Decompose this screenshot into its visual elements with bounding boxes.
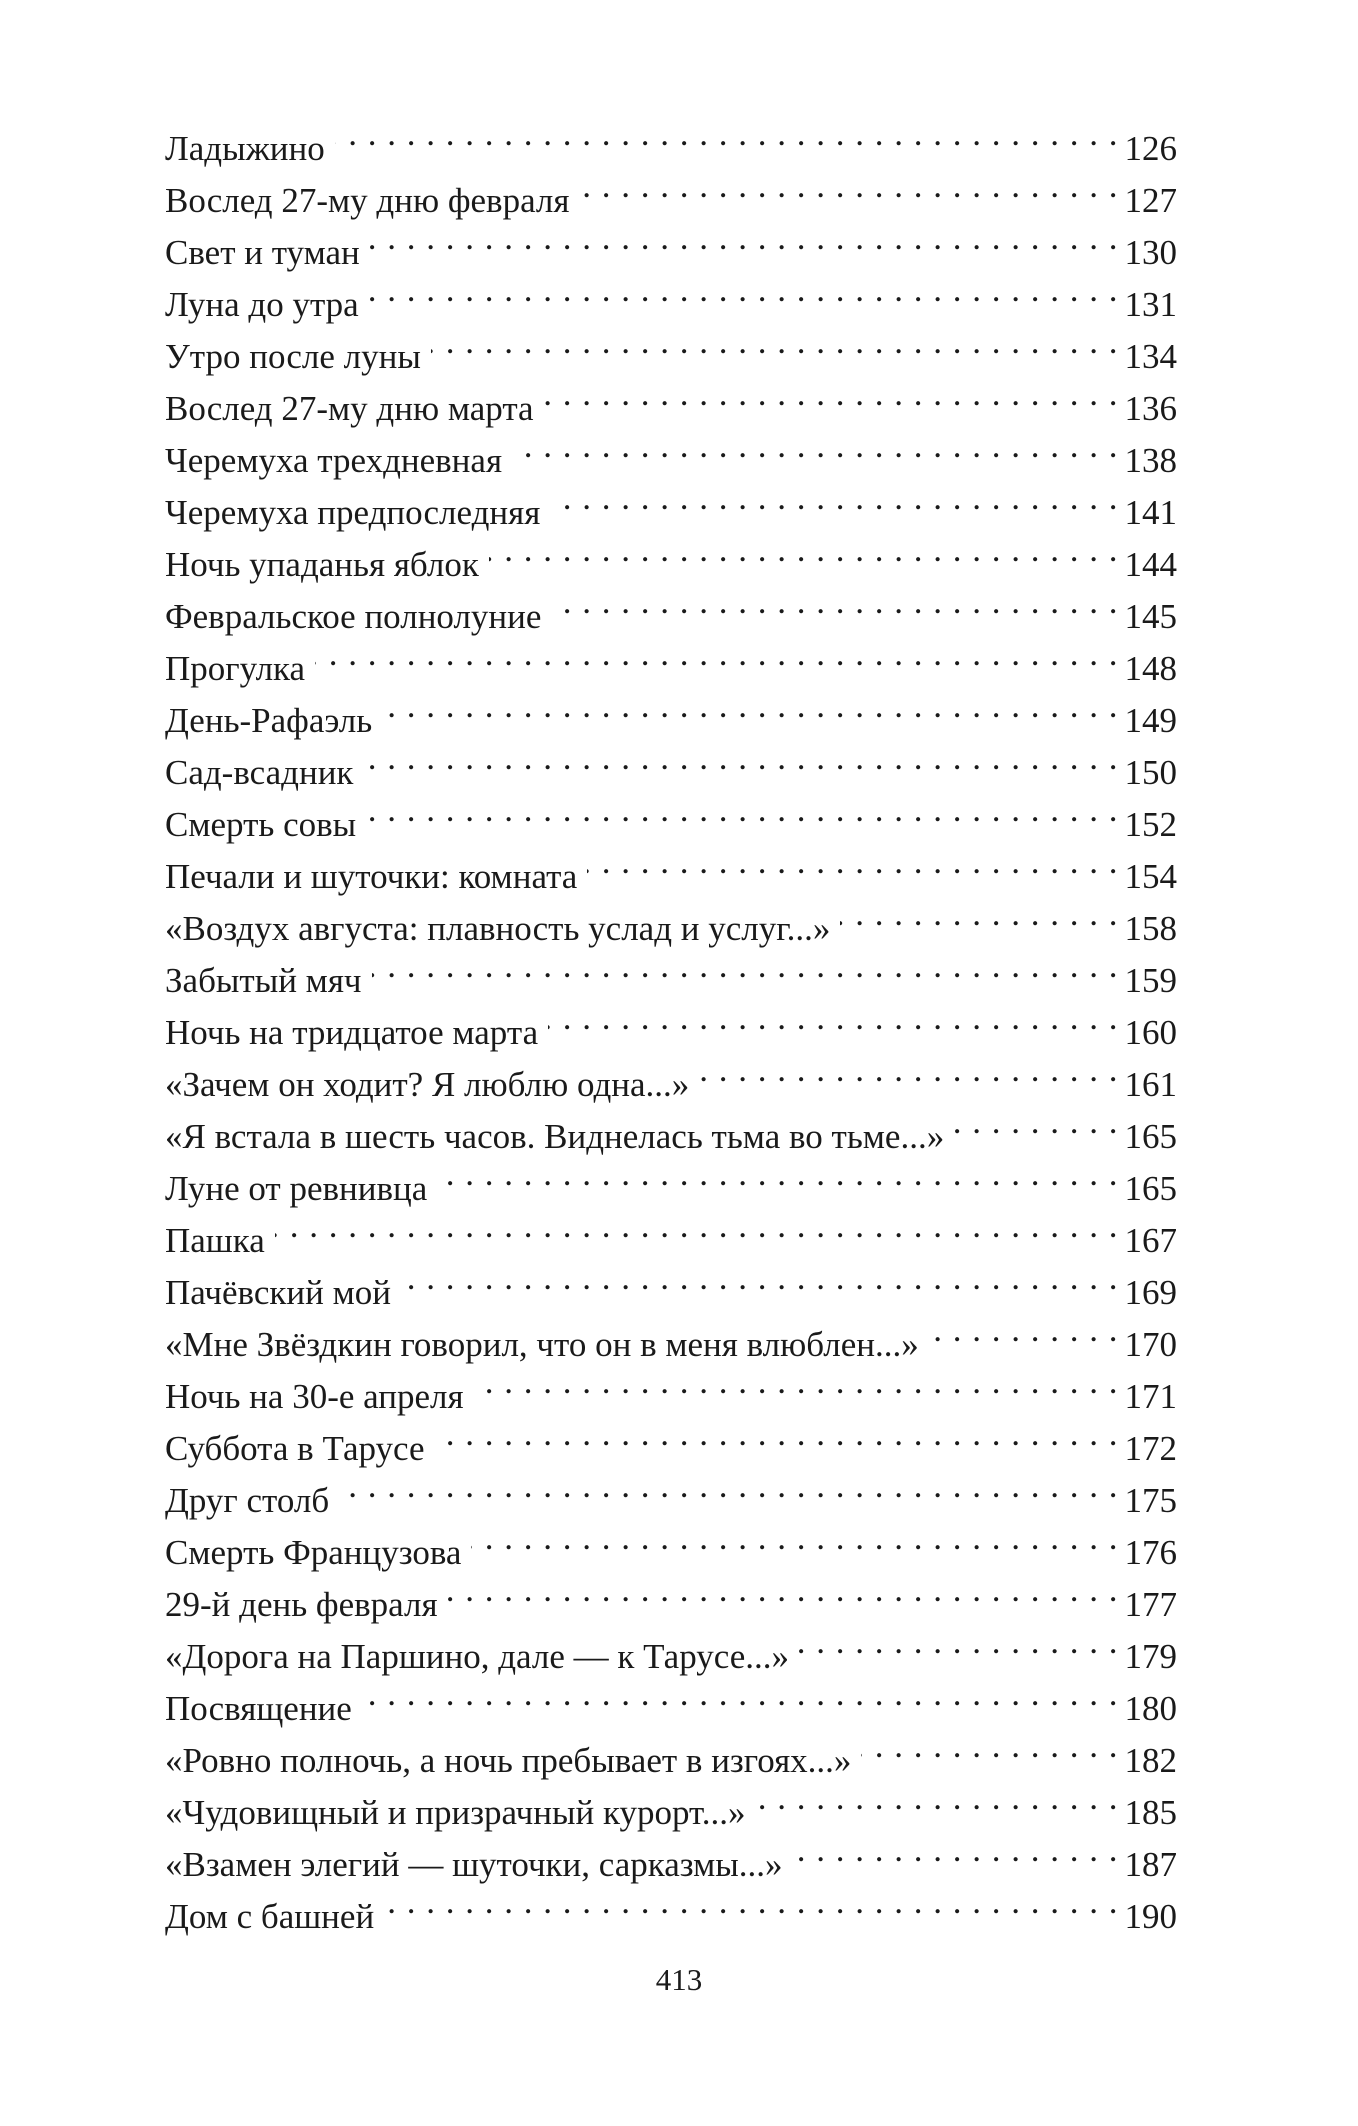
toc-entry <box>165 108 1177 168</box>
toc-entry-title: «Я встала в шесть часов. Виднелась тьма во тьме...» <box>165 1117 945 1156</box>
toc-entry-title: «Чудовищный и призрачный курорт...» <box>165 1793 746 1832</box>
toc-entry-title: День-Рафаэль <box>165 701 373 740</box>
toc-entry-title: Луна до утра <box>165 285 359 324</box>
toc-entry-leader-dots <box>544 368 1119 420</box>
toc-entry-leader-dots <box>437 1148 1118 1200</box>
toc-entry <box>165 1200 1177 1260</box>
toc-entry-title: Черемуха предпоследняя <box>165 493 541 532</box>
toc-entry-leader-dots <box>793 1824 1119 1876</box>
toc-entry-page: 138 <box>1124 441 1177 480</box>
toc-entry-leader-dots <box>448 1564 1119 1616</box>
toc-entry-title: 29-й день февраля <box>165 1585 438 1624</box>
toc-entry-page: 145 <box>1124 597 1177 636</box>
toc-entry-leader-dots <box>335 108 1119 160</box>
toc-entry-leader-dots <box>275 1200 1119 1252</box>
toc-entry-leader-dots <box>929 1304 1119 1356</box>
toc-entry-leader-dots <box>799 1616 1119 1668</box>
toc-entry-page: 152 <box>1124 805 1177 844</box>
toc-entry-title: Дом с башней <box>165 1897 375 1936</box>
toc-entry-page: 170 <box>1124 1325 1177 1364</box>
toc-entry-page: 179 <box>1124 1637 1177 1676</box>
toc-entry-title: «Мне Звёздкин говорил, что он в меня влюблен...» <box>165 1325 919 1364</box>
toc-entry <box>165 628 1177 688</box>
toc-entry-title: Ладыжино <box>165 129 325 168</box>
toc-entry-leader-dots <box>366 784 1118 836</box>
toc-entry-leader-dots <box>339 1460 1118 1512</box>
toc-entry-page: 134 <box>1124 337 1177 376</box>
toc-entry-list <box>165 108 1177 1936</box>
toc-entry-leader-dots <box>474 1356 1119 1408</box>
toc-entry-leader-dots <box>579 160 1118 212</box>
toc-entry-title: Ночь на тридцатое марта <box>165 1013 539 1052</box>
toc-entry-leader-dots <box>382 680 1118 732</box>
toc-entry-page: 176 <box>1124 1533 1177 1572</box>
toc-entry-page: 165 <box>1124 1169 1177 1208</box>
toc-entry-leader-dots <box>548 992 1118 1044</box>
toc-entry-title: Февральское полнолуние <box>165 597 542 636</box>
toc-entry-page: 175 <box>1124 1481 1177 1520</box>
toc-entry-title: Посвящение <box>165 1689 352 1728</box>
toc-entry-page: 190 <box>1124 1897 1177 1936</box>
toc-entry-title: Ночь на 30-е апреля <box>165 1377 464 1416</box>
toc-entry-page: 136 <box>1124 389 1177 428</box>
toc-entry-page: 149 <box>1124 701 1177 740</box>
toc-entry-title: «Воздух августа: плавность услад и услуг...» <box>165 909 831 948</box>
toc-entry-page: 172 <box>1124 1429 1177 1468</box>
toc-entry-title: «Ровно полночь, а ночь пребывает в изгоях...» <box>165 1741 852 1780</box>
toc-entry-page: 171 <box>1124 1377 1177 1416</box>
toc-entry-leader-dots <box>840 888 1118 940</box>
toc-entry-page: 165 <box>1124 1117 1177 1156</box>
toc-entry-leader-dots <box>401 1252 1119 1304</box>
toc-entry-page: 144 <box>1124 545 1177 584</box>
toc-entry-leader-dots <box>587 836 1118 888</box>
toc-entry-page: 130 <box>1124 233 1177 272</box>
toc-entry-page: 161 <box>1124 1065 1177 1104</box>
toc-entry-leader-dots <box>551 576 1118 628</box>
toc-entry-leader-dots <box>550 472 1118 524</box>
toc-entry-page: 150 <box>1124 753 1177 792</box>
toc-entry-leader-dots <box>489 524 1119 576</box>
toc-entry-title: Суббота в Тарусе <box>165 1429 425 1468</box>
toc-entry-page: 148 <box>1124 649 1177 688</box>
toc-entry-leader-dots <box>363 732 1118 784</box>
toc-entry-title: Смерть совы <box>165 805 357 844</box>
toc-entry-page: 131 <box>1124 285 1177 324</box>
toc-entry-title: Прогулка <box>165 649 306 688</box>
toc-entry-title: Луне от ревнивца <box>165 1169 428 1208</box>
toc-entry-leader-dots <box>315 628 1118 680</box>
toc-entry <box>165 680 1177 740</box>
toc-entry-title: «Зачем он ходит? Я люблю одна...» <box>165 1065 690 1104</box>
toc-entry-page: 167 <box>1124 1221 1177 1260</box>
toc-entry-title: Забытый мяч <box>165 961 362 1000</box>
toc-entry-title: Свет и туман <box>165 233 360 272</box>
toc-entry-leader-dots <box>435 1408 1119 1460</box>
toc-entry-page: 141 <box>1124 493 1177 532</box>
toc-entry-page: 187 <box>1124 1845 1177 1884</box>
toc-entry-leader-dots <box>370 212 1119 264</box>
toc-entry-leader-dots <box>362 1668 1119 1720</box>
toc-entry-leader-dots <box>384 1876 1118 1928</box>
toc-entry-page: 180 <box>1124 1689 1177 1728</box>
toc-entry-page: 127 <box>1124 181 1177 220</box>
toc-entry-leader-dots <box>512 420 1118 472</box>
toc-entry-leader-dots <box>861 1720 1118 1772</box>
toc-entry-leader-dots <box>369 264 1119 316</box>
toc-entry-leader-dots <box>372 940 1119 992</box>
toc-entry-title: «Взамен элегий — шуточки, сарказмы...» <box>165 1845 783 1884</box>
toc-entry-title: «Дорога на Паршино, дале — к Тарусе...» <box>165 1637 789 1676</box>
toc-entry-page: 182 <box>1124 1741 1177 1780</box>
toc-entry-leader-dots <box>954 1096 1118 1148</box>
page-number: 413 <box>655 1962 703 1997</box>
toc-entry-page: 185 <box>1124 1793 1177 1832</box>
toc-entry-page: 154 <box>1124 857 1177 896</box>
toc-entry-title: Печали и шуточки: комната <box>165 857 578 896</box>
toc-entry-page: 169 <box>1124 1273 1177 1312</box>
table-of-contents <box>165 108 1177 1936</box>
toc-entry-leader-dots <box>431 316 1119 368</box>
toc-entry-leader-dots <box>471 1512 1118 1564</box>
toc-entry-title: Вослед 27-му дню марта <box>165 389 534 428</box>
toc-entry-title: Пачёвский мой <box>165 1273 391 1312</box>
toc-entry-page: 158 <box>1124 909 1177 948</box>
toc-entry-page: 160 <box>1124 1013 1177 1052</box>
toc-entry <box>165 1252 1177 1312</box>
toc-entry-title: Утро после луны <box>165 337 421 376</box>
toc-entry-title: Друг столб <box>165 1481 330 1520</box>
toc-entry-page: 177 <box>1124 1585 1177 1624</box>
toc-entry-title: Смерть Французова <box>165 1533 462 1572</box>
toc-entry-leader-dots <box>699 1044 1118 1096</box>
toc-entry-leader-dots <box>755 1772 1118 1824</box>
toc-entry-title: Вослед 27-му дню февраля <box>165 181 570 220</box>
toc-entry-page: 126 <box>1124 129 1177 168</box>
toc-entry-title: Черемуха трехдневная <box>165 441 503 480</box>
toc-entry-title: Пашка <box>165 1221 265 1260</box>
toc-entry-title: Ночь упаданья яблок <box>165 545 479 584</box>
toc-entry-page: 159 <box>1124 961 1177 1000</box>
toc-entry-title: Сад-всадник <box>165 753 354 792</box>
